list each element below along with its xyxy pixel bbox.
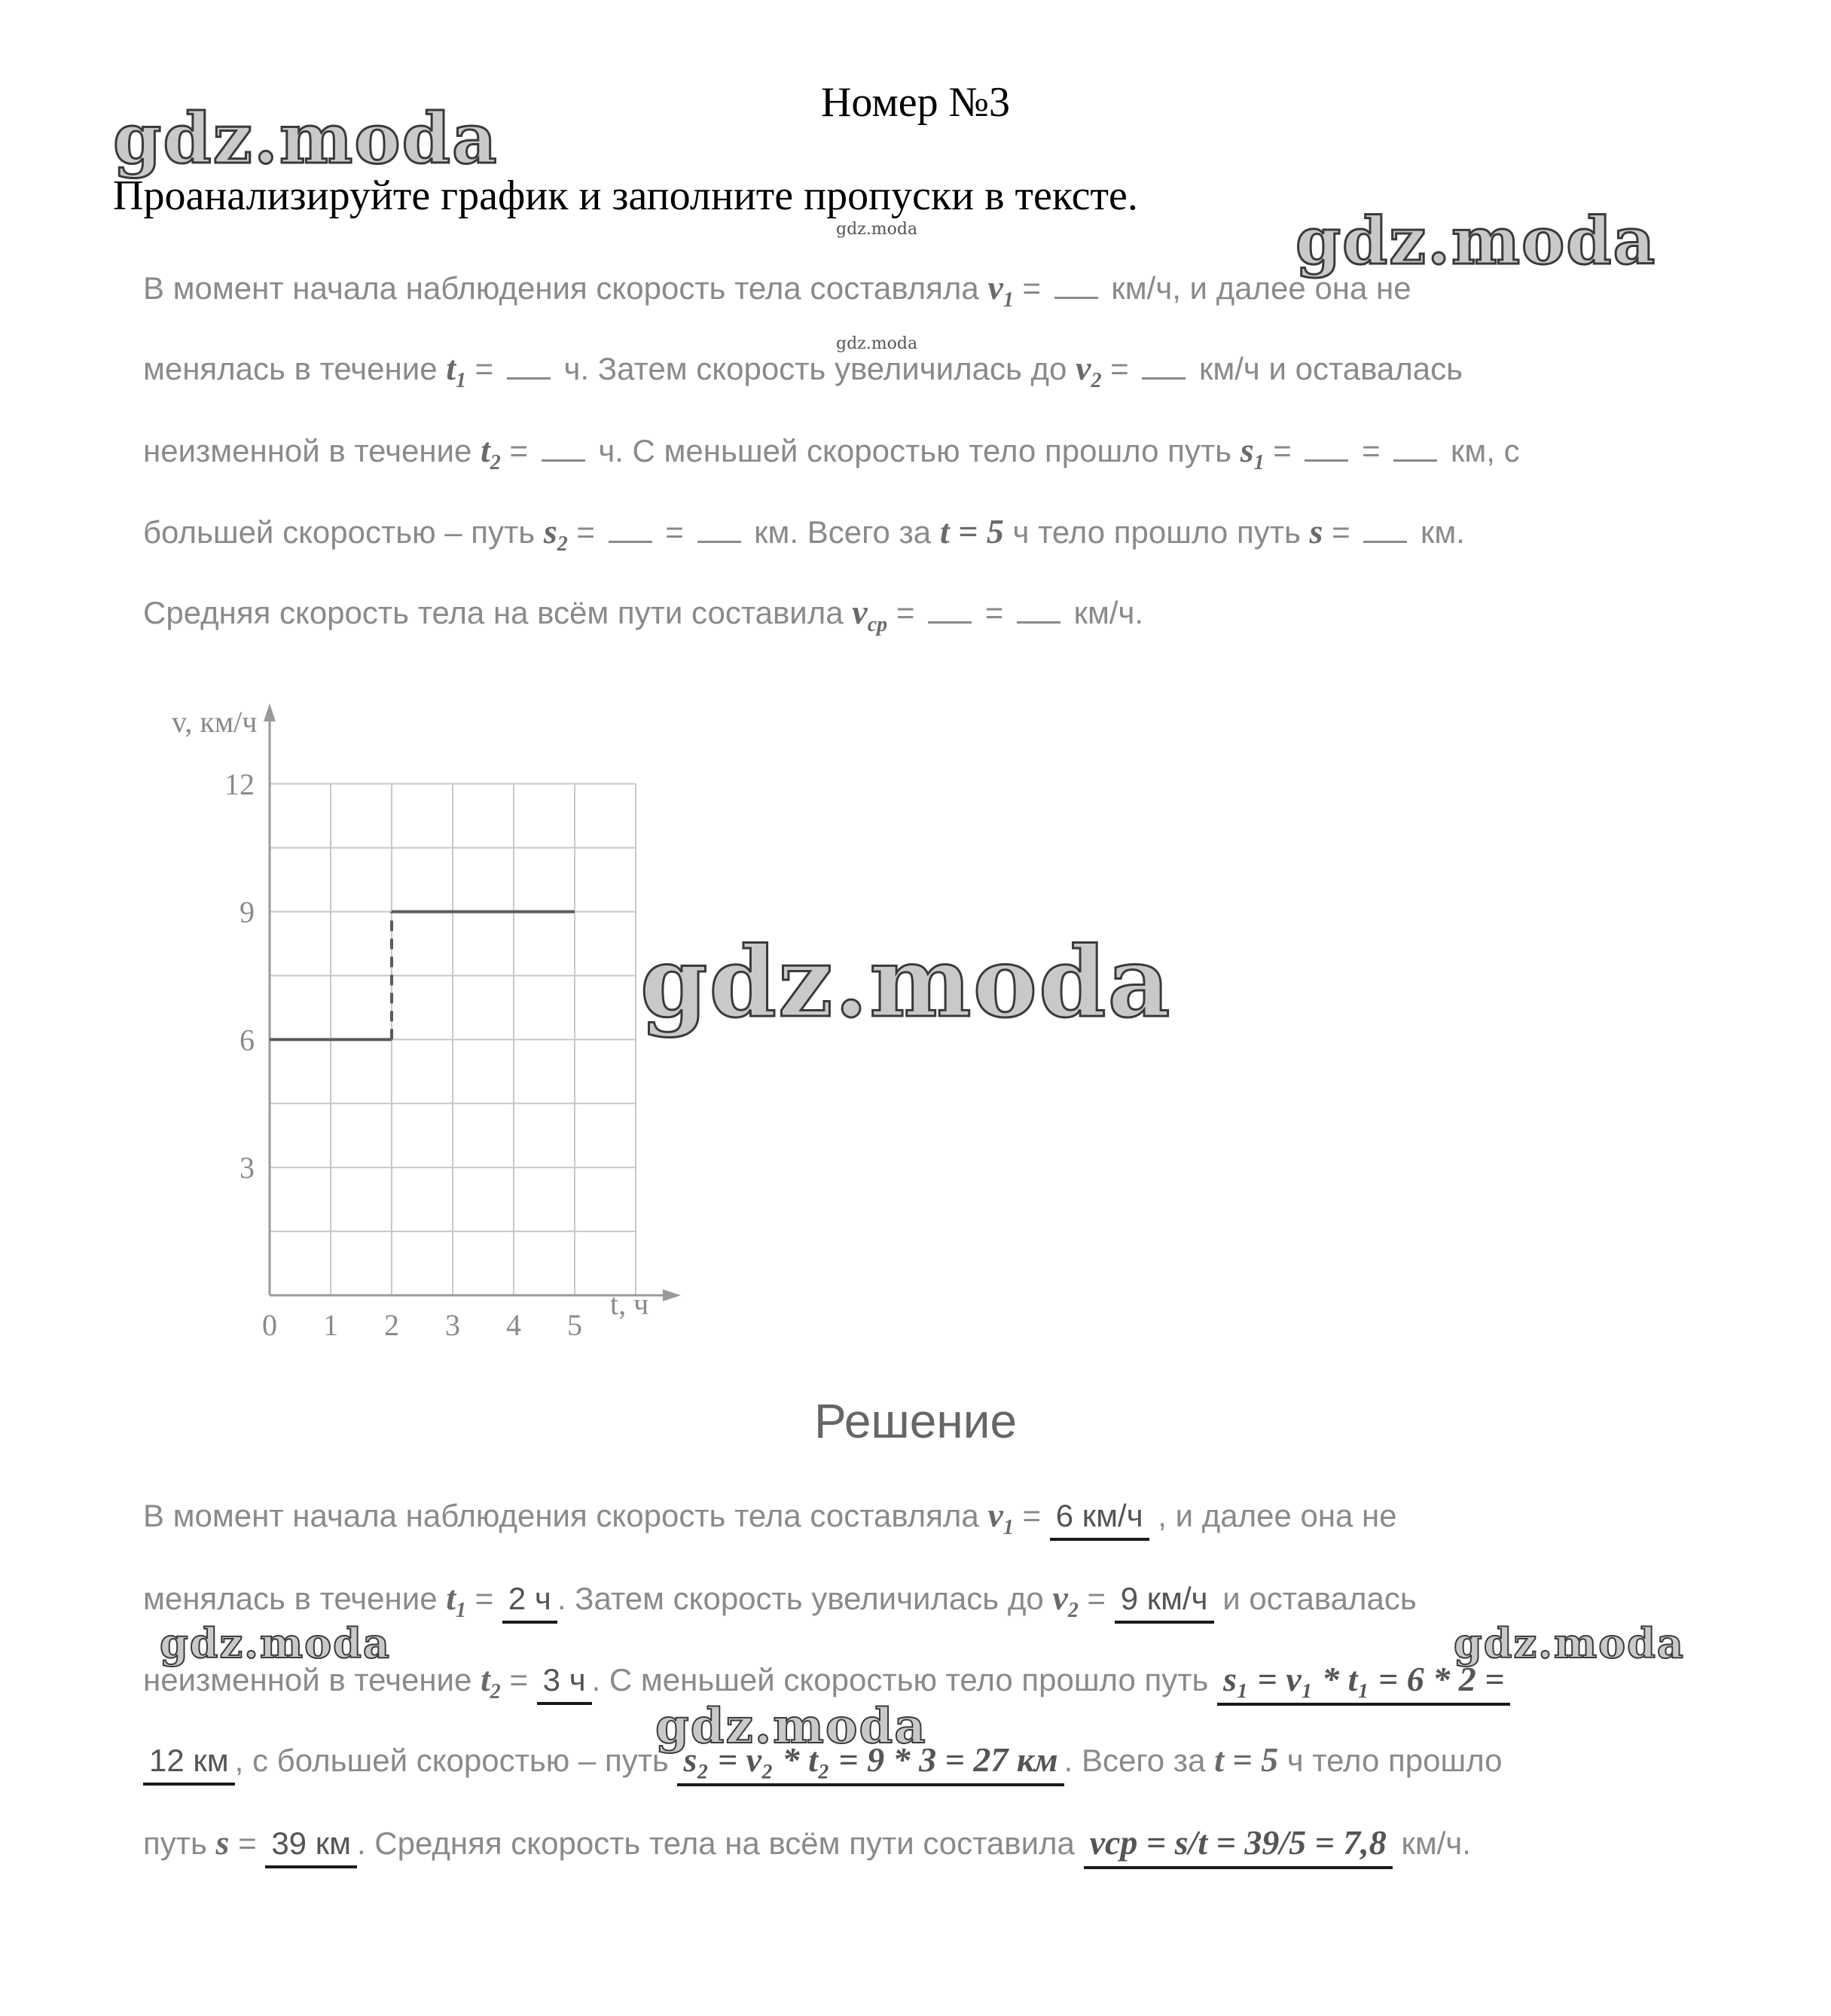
chart-ticks (224, 767, 582, 1342)
x-tick-label: 2 (384, 1308, 399, 1342)
solution-line (143, 1822, 1471, 1862)
symbol-t1: t (446, 1578, 456, 1617)
solution-line (143, 1740, 1503, 1780)
task-text: ч тело прошло путь (1003, 514, 1310, 550)
answer-t2: 3 ч (537, 1662, 592, 1705)
symbol-s1: s (1240, 431, 1254, 469)
answer-s1: 12 км (143, 1743, 235, 1786)
symbol-vcp: v (852, 593, 868, 631)
task-text: км. Всего за (745, 514, 940, 550)
watermark-logo: gdz.moda (640, 926, 1172, 1039)
blank (1363, 541, 1407, 543)
y-axis-label: v, км/ч (172, 705, 258, 739)
subscript: 1 (1002, 288, 1014, 313)
subscript: 1 (1253, 451, 1265, 475)
solution-line (143, 1659, 1510, 1704)
task-line (143, 592, 1143, 637)
answer-v2: 9 км/ч (1115, 1581, 1214, 1624)
y-tick-label: 6 (240, 1023, 255, 1057)
solution-text: км/ч. (1392, 1825, 1471, 1861)
solution-text: . Средняя скорость тела на всём пути составила (356, 1825, 1084, 1861)
solution-text: . С меньшей скоростью тело прошло путь (591, 1662, 1218, 1697)
task-text: менялась в течение (143, 351, 447, 386)
equals: = (656, 514, 693, 550)
watermark-logo: gdz.moda (655, 1698, 927, 1755)
equals: = (500, 433, 537, 468)
equals: = (229, 1825, 266, 1861)
subscript: 2 (1067, 1599, 1079, 1623)
blank (1305, 459, 1348, 462)
blank (1017, 621, 1060, 624)
answer-s2-formula: s₂ = v₂ * t₂ = 9 * 3 = 27 км (677, 1740, 1064, 1786)
y-axis-arrow (264, 703, 276, 721)
chart-axes (264, 703, 681, 1301)
task-text: большей скоростью – путь (143, 514, 544, 550)
solution-text: , с большей скоростью – путь (234, 1743, 678, 1778)
equals: = (1101, 351, 1138, 386)
x-axis-label: t, ч (610, 1287, 649, 1321)
solution-line (143, 1495, 1397, 1540)
blank (1393, 459, 1437, 462)
symbol-t2: t (481, 431, 490, 469)
blank (507, 377, 551, 380)
symbol-v1: v (987, 268, 1003, 307)
x-axis-arrow (663, 1289, 681, 1301)
answer-vcp-formula: vср = s/t = 39/5 = 7,8 (1084, 1823, 1393, 1869)
answer-v1: 6 км/ч (1050, 1498, 1149, 1541)
solution-heading: Решение (813, 1394, 1018, 1448)
x-tick-label: 1 (323, 1308, 338, 1342)
solution-text: , и далее она не (1149, 1498, 1397, 1533)
equals: = (500, 1662, 537, 1697)
solution-line (143, 1578, 1417, 1623)
symbol-t: t = 5 (939, 512, 1004, 551)
equals: = (466, 1581, 502, 1616)
subscript: 1 (456, 369, 467, 393)
symbol-t2: t (481, 1660, 490, 1698)
page-title: Номер №3 (820, 79, 1011, 126)
answer-s: 39 км (265, 1825, 357, 1868)
x-tick-label: 0 (262, 1308, 277, 1342)
task-text: В момент начала наблюдения скорость тела составляла (143, 270, 988, 306)
y-tick-label: 3 (240, 1151, 255, 1185)
y-tick-label: 9 (240, 895, 255, 929)
symbol-s: s (215, 1823, 230, 1862)
equals: = (567, 514, 604, 550)
task-text: неизменной в течение (143, 433, 481, 468)
solution-text: В момент начала наблюдения скорость тела составляла (143, 1498, 988, 1533)
symbol-t: t = 5 (1214, 1740, 1279, 1779)
x-tick-label: 4 (506, 1308, 521, 1342)
symbol-s2: s (543, 512, 557, 551)
watermark-logo: gdz.moda (1454, 1619, 1685, 1667)
subscript: 2 (557, 532, 568, 557)
blank (1054, 297, 1098, 299)
equals: = (1013, 270, 1050, 306)
blank (609, 541, 652, 543)
task-instruction: Проанализируйте график и заполните пропуски в тексте. (113, 172, 1138, 219)
solution-text: ч тело прошло (1278, 1743, 1503, 1778)
equals: = (887, 595, 924, 630)
velocity-time-chart (143, 663, 700, 1363)
solution-text: неизменной в течение (143, 1662, 481, 1697)
watermark-logo: gdz.moda (160, 1619, 391, 1667)
equals: = (1264, 433, 1301, 468)
task-text: км/ч, и далее она не (1102, 270, 1411, 306)
subscript: 2 (490, 451, 501, 475)
subscript: 2 (490, 1680, 501, 1704)
task-text: ч. С меньшей скоростью тело прошло путь (589, 433, 1241, 468)
solution-text: . Всего за (1064, 1743, 1215, 1778)
symbol-t1: t (446, 349, 456, 387)
equals: = (466, 351, 502, 386)
solution-text: менялась в течение (143, 1581, 447, 1616)
subscript: 1 (1002, 1516, 1014, 1540)
watermark-logo: gdz.moda (1295, 203, 1657, 279)
solution-text: путь (143, 1825, 216, 1861)
task-text: км, с (1442, 433, 1520, 468)
symbol-v1: v (987, 1496, 1003, 1534)
symbol-v2: v (1052, 1578, 1068, 1617)
watermark-small: gdz.moda (836, 220, 918, 239)
blank (1142, 377, 1186, 380)
symbol-s: s (1309, 512, 1323, 551)
answer-s1-formula: s₁ = v₁ * t₁ = 6 * 2 = (1217, 1660, 1510, 1706)
x-tick-label: 5 (567, 1308, 582, 1342)
task-text: км. (1411, 514, 1465, 550)
task-line (143, 430, 1520, 475)
equals: = (1013, 1498, 1050, 1533)
symbol-v2: v (1076, 349, 1091, 387)
task-text: Средняя скорость тела на всём пути составила (143, 595, 853, 630)
y-tick-label: 12 (224, 767, 255, 801)
task-text: ч. Затем скорость увеличилась до (554, 351, 1076, 386)
solution-text: и оставалась (1213, 1581, 1417, 1616)
x-tick-label: 3 (445, 1308, 460, 1342)
blank (928, 621, 972, 624)
task-line (143, 267, 1411, 313)
task-line (143, 511, 1465, 557)
equals: = (1323, 514, 1360, 550)
subscript: 2 (1091, 369, 1102, 393)
blank (697, 541, 741, 543)
solution-text: . Затем скорость увеличилась до (557, 1581, 1053, 1616)
subscript: ср (867, 613, 888, 637)
task-text: км/ч. (1064, 595, 1144, 630)
blank (542, 459, 585, 462)
answer-t1: 2 ч (502, 1581, 557, 1624)
task-text: км/ч и оставалась (1190, 351, 1463, 386)
watermark-logo: gdz.moda (113, 98, 499, 179)
subscript: 1 (456, 1599, 467, 1623)
equals: = (1078, 1581, 1115, 1616)
task-line (143, 348, 1463, 393)
watermark-small: gdz.moda (836, 334, 918, 353)
equals: = (976, 595, 1012, 630)
equals: = (1353, 433, 1390, 468)
